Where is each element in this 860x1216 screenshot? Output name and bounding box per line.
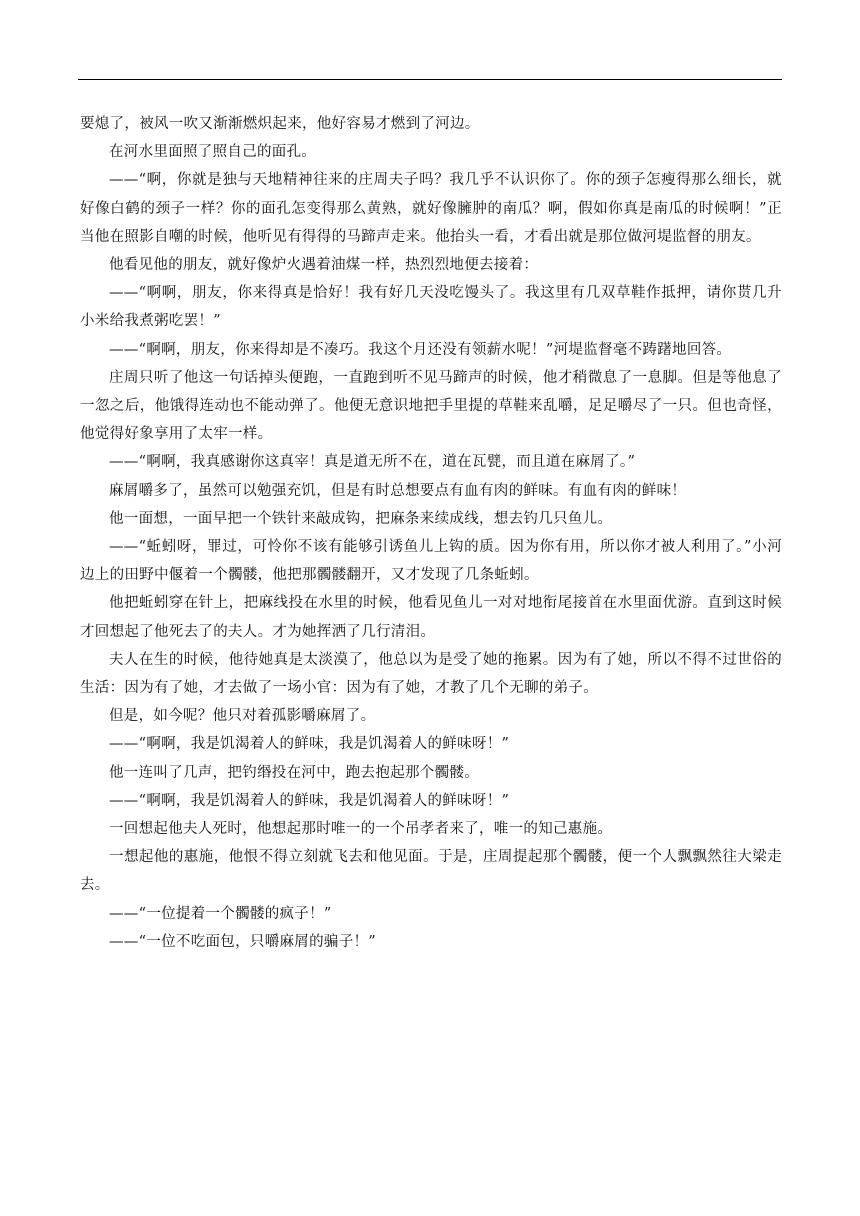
document-body (80, 110, 782, 956)
paragraph: 夫人在生的时候，他待她真是太淡漠了，他总以为是受了她的拖累。因为有了她，所以不得不过世俗的生活：因为有了她，才去做了一场小官：因为有了她，才教了几个无聊的弟子。 (80, 651, 782, 697)
paragraph: 在河水里面照了照自己的面孔。 (109, 144, 317, 161)
header-rule (78, 79, 782, 80)
paragraph: 一回想起他夫人死时，他想起那时唯一的一个吊孝者来了，唯一的知己惠施。 (109, 821, 613, 838)
paragraph: 他把蚯蚓穿在针上，把麻线投在水里的时候，他看见鱼儿一对对地衔尾接首在水里面优游。直到这时候才回想起了他死去了的夫人。才为她挥洒了几行清泪。 (80, 595, 782, 640)
paragraph: 他一连叫了几声，把钓缗投在河中，跑去抱起那个髑髅。 (109, 764, 479, 781)
paragraph: 麻屑嚼多了，虽然可以勉强充饥，但是有时总想要点有血有肉的鲜味。有血有肉的鲜味！ (109, 482, 687, 499)
paragraph: ——“一位提着一个髑髅的疯子！” (109, 905, 332, 922)
paragraph: 但是，如今呢？他只对着孤影嚼麻屑了。 (109, 708, 376, 725)
paragraph: 他一面想，一面早把一个铁针来敲成钩，把麻条来续成线，想去钓几只鱼儿。 (109, 510, 613, 527)
paragraph: ——“啊，你就是独与天地精神往来的庄周夫子吗？我几乎不认识你了。你的颈子怎瘦得那么细长，就好像白鹤的颈子一样？你的面孔怎变得那么黄熟，就好像臃肿的南瓜？啊，假如你真是南瓜的时候啊！”正当他在照影自嘲的时候，他听见有得得的马蹄声走来。他抬头一看，才看出就是那位做河堤监督的朋友。 (80, 172, 782, 245)
paragraph: ——“蚯蚓呀，罪过，可怜你不该有能够引诱鱼儿上钩的质。因为你有用，所以你才被人利用了。”小河边上的田野中偃着一个髑髅，他把那髑髅翻开，又才发现了几条蚯蚓。 (80, 539, 782, 584)
paragraph: 庄周只听了他这一句话掉头便跑，一直跑到听不见马蹄声的时候，他才稍微息了一息脚。但是等他息了一忽之后，他饿得连动也不能动弹了。他便无意识地把手里提的草鞋来乱嚼，足足嚼尽了一只。但也奇怪，他觉得好象享用了太牢一样。 (80, 369, 782, 443)
paragraph: 他看见他的朋友，就好像炉火遇着油煤一样，热烈烈地便去接着： (109, 257, 539, 274)
paragraph: 要熄了，被风一吹又渐渐燃炽起来，他好容易才燃到了河边。 (80, 116, 480, 132)
paragraph: ——“啊啊，我真感谢你这真宰！真是道无所不在，道在瓦甓，而且道在麻屑了。” (109, 454, 636, 471)
paragraph: ——“啊啊，朋友，你来得却是不凑巧。我这个月还没有领薪水呢！”河堤监督毫不踌躇地回答。 (109, 341, 732, 358)
paragraph: ——“啊啊，朋友，你来得真是恰好！我有好几天没吃馒头了。我这里有几双草鞋作抵押，请你贳几升小米给我煮粥吃罢！” (80, 285, 782, 330)
paragraph: ——“啊啊，我是饥渴着人的鲜味，我是饥渴着人的鲜味呀！” (109, 792, 510, 809)
paragraph: 一想起他的惠施，他恨不得立刻就飞去和他见面。于是，庄周提起那个髑髅，便一个人飘飘然往大梁走去。 (80, 849, 782, 894)
paragraph: ——“啊啊，我是饥渴着人的鲜味，我是饥渴着人的鲜味呀！” (109, 736, 510, 753)
paragraph: ——“一位不吃面包，只嚼麻屑的骗子！” (109, 933, 377, 950)
